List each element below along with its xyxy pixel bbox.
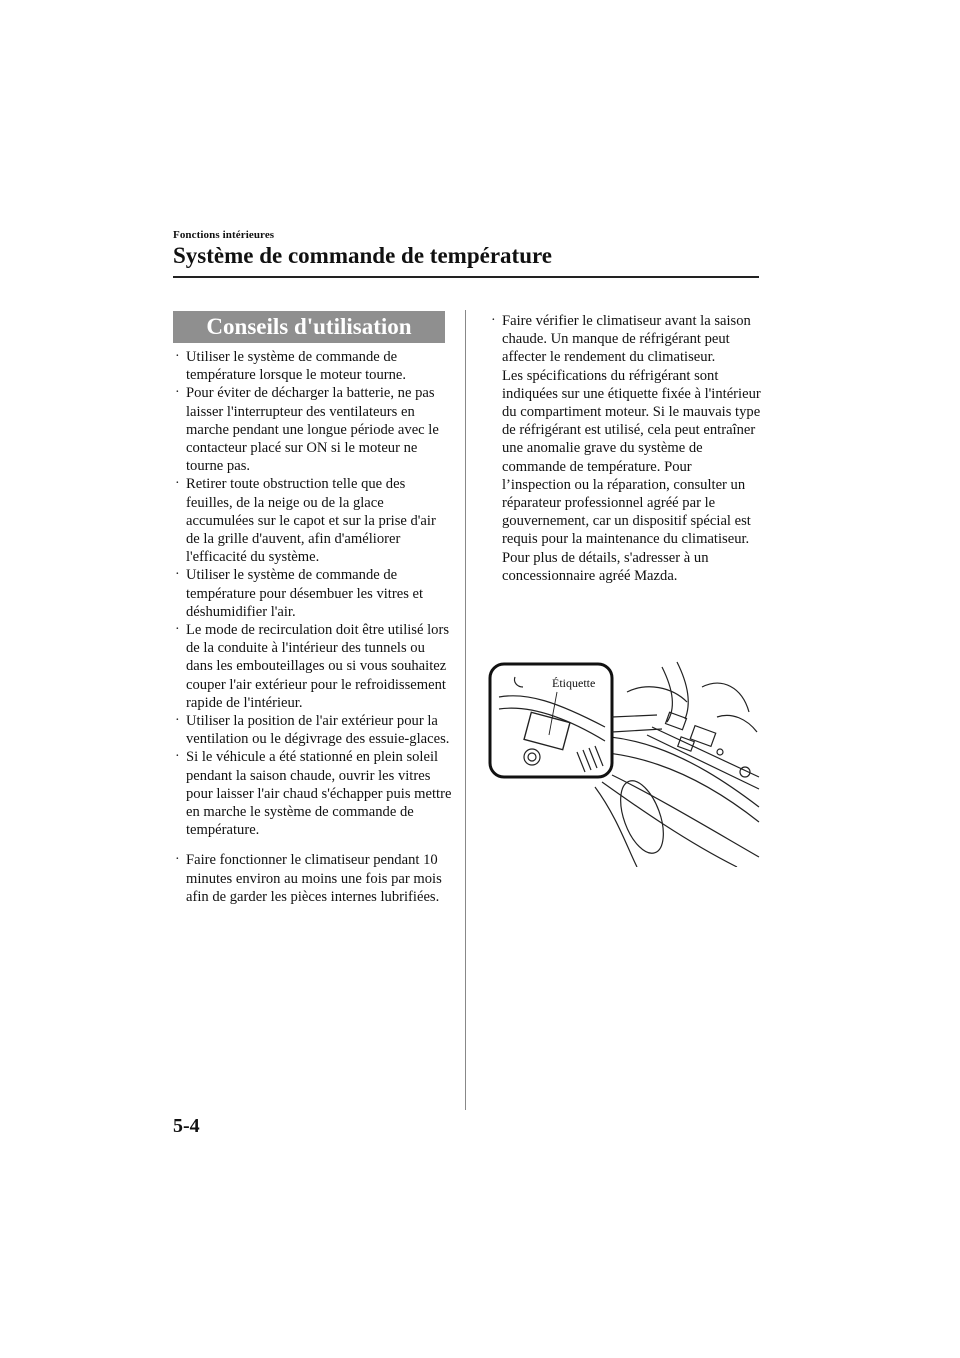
spacer [173,839,453,851]
bullet-dot-icon: · [175,852,180,868]
tip-item: · Si le véhicule a été stationné en plein soleil pendant la saison chaude, ouvrir les vitres pour laisser l'air chaud s'échapper puis mettre en marche le système de commande de température. [175,749,452,839]
tip-paragraph: Les spécifications du réfrigérant sont indiquées sur une étiquette fixée à l'intérieur du compartiment moteur. Si le mauvais type de réfrigérant est utilisé, cela peut entraîner une anomalie grave du système de commande de température. Pour l’inspection ou la réparation, consulter un réparateur professionnel agréé par le gouvernement, car un dispositif spécial est requis pour la maintenance du climatiseur. [502,367,761,548]
tip-item: · Retirer toute obstruction telle que des feuilles, de la neige ou de la glace accumulées sur le capot et sur la prise d'air de la grille d'auvent, afin d'améliorer l'efficacité du système. [175,476,436,566]
tips-banner [173,311,445,343]
column-divider [465,310,466,1110]
right-column [489,312,764,585]
tip-item: · Pour éviter de décharger la batterie, ne pas laisser l'interrupteur des ventilateurs en marche pendant une longue période avec le contacteur placé sur ON si le moteur ne tourne pas. [175,385,439,475]
bullet-dot-icon: · [175,749,180,765]
tip-paragraph: Pour plus de détails, s'adresser à un concessionnaire agréé Mazda. [502,549,709,584]
section-label: Fonctions intérieures [173,229,275,241]
tip-item: · Faire fonctionner le climatiseur pendant 10 minutes environ au moins une fois par mois afin de garder les pièces internes lubrifiées. [175,852,442,905]
tips-heading: Conseils d'utilisation [206,314,412,339]
engine-compartment-figure [487,657,762,867]
bullet-dot-icon: · [175,349,180,364]
bullet-dot-icon: · [175,385,180,401]
tip-item: · Utiliser la position de l'air extérieur pour la ventilation ou le dégivrage des essuie-glaces. [175,713,450,748]
figure-callout-label: Étiquette [552,676,596,690]
bullet-dot-icon: · [175,622,180,638]
bullet-dot-icon: · [175,567,180,583]
tip-item [489,312,764,585]
tip-item: · Utiliser le système de commande de température lorsque le moteur tourne. [175,349,407,384]
tip-item: · Le mode de recirculation doit être utilisé lors de la conduite à l'intérieur des tunnels ou dans les embouteillages ou si vous souhaitez couper l'air extérieur pour le refroidissement rapide de l'intérieur. [175,622,450,711]
left-column [173,348,453,906]
bullet-dot-icon: · [175,713,180,729]
bullet-dot-icon: · [175,476,180,492]
bullet-dot-icon: · [491,313,496,328]
engine-compartment-illustration [487,657,762,867]
page-title: Système de commande de température [173,243,552,268]
tip-paragraph: Faire vérifier le climatiseur avant la saison chaude. Un manque de réfrigérant peut affecter le rendement du climatiseur. [502,313,751,366]
page-number: 5-4 [173,1115,200,1137]
title-rule [173,276,759,278]
tip-item: · Utiliser le système de commande de température pour désembuer les vitres et déshumidifier l'air. [175,567,424,620]
